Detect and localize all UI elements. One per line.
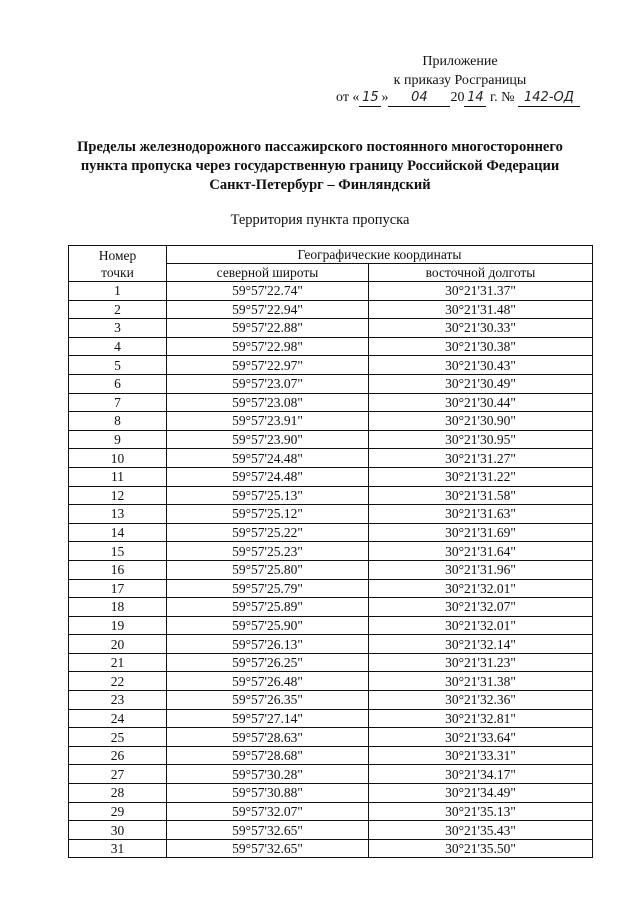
longitude-cell: 30°21'35.43"	[369, 821, 593, 840]
longitude-cell: 30°21'34.49"	[369, 784, 593, 803]
longitude-cell: 30°21'32.01"	[369, 579, 593, 598]
latitude-cell: 59°57'26.35"	[167, 691, 369, 710]
longitude-cell: 30°21'30.38"	[369, 337, 593, 356]
longitude-cell: 30°21'35.13"	[369, 802, 593, 821]
point-number-cell: 18	[69, 598, 167, 617]
table-row	[69, 821, 593, 840]
latitude-cell: 59°57'24.48"	[167, 449, 369, 468]
table-row	[69, 672, 593, 691]
point-number-cell: 14	[69, 523, 167, 542]
point-number-cell: 25	[69, 728, 167, 747]
order-reference: к приказу Росграницы	[393, 73, 527, 88]
latitude-cell: 59°57'28.68"	[167, 746, 369, 765]
latitude-cell: 59°57'22.98"	[167, 337, 369, 356]
latitude-cell: 59°57'25.22"	[167, 523, 369, 542]
number-sign: №	[501, 90, 515, 105]
table-row	[69, 560, 593, 579]
point-number-cell: 4	[69, 337, 167, 356]
latitude-cell: 59°57'26.13"	[167, 635, 369, 654]
latitude-cell: 59°57'26.25"	[167, 653, 369, 672]
latitude-cell: 59°57'22.88"	[167, 319, 369, 338]
table-row	[69, 356, 593, 375]
latitude-cell: 59°57'22.97"	[167, 356, 369, 375]
longitude-cell: 30°21'32.01"	[369, 616, 593, 635]
table-row	[69, 579, 593, 598]
order-number: 142-ОД	[518, 90, 580, 107]
longitude-cell: 30°21'30.95"	[369, 430, 593, 449]
point-number-cell: 6	[69, 374, 167, 393]
point-number-cell: 12	[69, 486, 167, 505]
longitude-cell: 30°21'31.58"	[369, 486, 593, 505]
longitude-cell: 30°21'30.44"	[369, 393, 593, 412]
latitude-cell: 59°57'25.13"	[167, 486, 369, 505]
point-number-cell: 5	[69, 356, 167, 375]
longitude-cell: 30°21'31.37"	[369, 282, 593, 301]
latitude-cell: 59°57'32.65"	[167, 821, 369, 840]
title-line-2: пункта пропуска через государственную границу Российской Федерации	[80, 158, 560, 174]
longitude-cell: 30°21'30.49"	[369, 374, 593, 393]
table-row	[69, 505, 593, 524]
table-row	[69, 374, 593, 393]
point-number-cell: 3	[69, 319, 167, 338]
latitude-cell: 59°57'30.28"	[167, 765, 369, 784]
table-row	[69, 486, 593, 505]
table-row	[69, 542, 593, 561]
longitude-cell: 30°21'32.07"	[369, 598, 593, 617]
latitude-cell: 59°57'30.88"	[167, 784, 369, 803]
latitude-cell: 59°57'22.74"	[167, 282, 369, 301]
point-number-cell: 21	[69, 653, 167, 672]
longitude-cell: 30°21'31.27"	[369, 449, 593, 468]
latitude-cell: 59°57'25.89"	[167, 598, 369, 617]
latitude-cell: 59°57'32.65"	[167, 839, 369, 858]
longitude-cell: 30°21'31.23"	[369, 653, 593, 672]
latitude-cell: 59°57'23.08"	[167, 393, 369, 412]
table-row	[69, 839, 593, 858]
table-row	[69, 467, 593, 486]
latitude-cell: 59°57'23.91"	[167, 412, 369, 431]
point-number-cell: 26	[69, 746, 167, 765]
longitude-cell: 30°21'30.33"	[369, 319, 593, 338]
coordinates-group-header: Географические координаты	[167, 246, 593, 264]
longitude-cell: 30°21'32.81"	[369, 709, 593, 728]
longitude-cell: 30°21'34.17"	[369, 765, 593, 784]
table-row	[69, 430, 593, 449]
point-number-cell: 30	[69, 821, 167, 840]
longitude-cell: 30°21'31.48"	[369, 300, 593, 319]
longitude-cell: 30°21'33.31"	[369, 746, 593, 765]
point-number-cell: 13	[69, 505, 167, 524]
longitude-cell: 30°21'30.90"	[369, 412, 593, 431]
table-row	[69, 319, 593, 338]
point-number-header	[69, 246, 167, 282]
table-row	[69, 635, 593, 654]
longitude-cell: 30°21'35.50"	[369, 839, 593, 858]
year-abbrev: г.	[489, 90, 498, 105]
table-row	[69, 784, 593, 803]
date-prefix: от «	[336, 90, 360, 105]
longitude-cell: 30°21'31.63"	[369, 505, 593, 524]
longitude-cell: 30°21'31.22"	[369, 467, 593, 486]
point-number-cell: 20	[69, 635, 167, 654]
table-row	[69, 746, 593, 765]
table-row	[69, 300, 593, 319]
latitude-cell: 59°57'25.12"	[167, 505, 369, 524]
table-row	[69, 691, 593, 710]
latitude-cell: 59°57'22.94"	[167, 300, 369, 319]
point-number-cell: 22	[69, 672, 167, 691]
order-day: 15	[359, 90, 381, 107]
point-number-cell: 9	[69, 430, 167, 449]
point-number-cell: 19	[69, 616, 167, 635]
latitude-cell: 59°57'25.23"	[167, 542, 369, 561]
title-line-1: Пределы железнодорожного пассажирского постоянного многостороннего	[77, 139, 563, 155]
table-row	[69, 765, 593, 784]
table-row	[69, 449, 593, 468]
point-number-cell: 2	[69, 300, 167, 319]
point-number-cell: 24	[69, 709, 167, 728]
longitude-cell: 30°21'32.36"	[369, 691, 593, 710]
table-row	[69, 709, 593, 728]
point-number-cell: 27	[69, 765, 167, 784]
longitude-cell: 30°21'31.64"	[369, 542, 593, 561]
table-row	[69, 412, 593, 431]
coordinates-table	[68, 245, 593, 858]
latitude-cell: 59°57'26.48"	[167, 672, 369, 691]
point-number-cell: 23	[69, 691, 167, 710]
latitude-cell: 59°57'32.07"	[167, 802, 369, 821]
latitude-cell: 59°57'25.79"	[167, 579, 369, 598]
point-number-cell: 11	[69, 467, 167, 486]
longitude-cell: 30°21'32.14"	[369, 635, 593, 654]
latitude-cell: 59°57'23.07"	[167, 374, 369, 393]
point-number-cell: 29	[69, 802, 167, 821]
table-row	[69, 337, 593, 356]
table-row	[69, 728, 593, 747]
point-number-cell: 10	[69, 449, 167, 468]
year-prefix: 20	[450, 90, 465, 105]
latitude-header: северной широты	[167, 264, 369, 282]
table-row	[69, 282, 593, 301]
document-title	[40, 138, 600, 195]
longitude-cell: 30°21'31.38"	[369, 672, 593, 691]
point-number-cell: 31	[69, 839, 167, 858]
title-line-3: Санкт-Петербург – Финляндский	[209, 177, 431, 193]
point-number-cell: 1	[69, 282, 167, 301]
latitude-cell: 59°57'23.90"	[167, 430, 369, 449]
point-number-header-line2: точки	[101, 264, 134, 280]
table-row	[69, 616, 593, 635]
point-number-header-line1: Номер	[98, 247, 137, 263]
appendix-label: Приложение	[422, 54, 498, 69]
longitude-cell: 30°21'31.69"	[369, 523, 593, 542]
date-quote-close: »	[381, 90, 389, 105]
table-row	[69, 523, 593, 542]
latitude-cell: 59°57'28.63"	[167, 728, 369, 747]
order-date-number-line	[336, 88, 580, 107]
document-subtitle: Территория пункта пропуска	[230, 212, 410, 228]
table-row	[69, 393, 593, 412]
table-row	[69, 802, 593, 821]
point-number-cell: 7	[69, 393, 167, 412]
table-row	[69, 598, 593, 617]
latitude-cell: 59°57'25.80"	[167, 560, 369, 579]
point-number-cell: 28	[69, 784, 167, 803]
point-number-cell: 15	[69, 542, 167, 561]
longitude-header: восточной долготы	[369, 264, 593, 282]
point-number-cell: 17	[69, 579, 167, 598]
order-year-suffix: 14	[464, 90, 486, 107]
latitude-cell: 59°57'27.14"	[167, 709, 369, 728]
point-number-cell: 16	[69, 560, 167, 579]
order-month: 04	[388, 90, 450, 107]
appendix-header	[300, 52, 620, 90]
longitude-cell: 30°21'31.96"	[369, 560, 593, 579]
point-number-cell: 8	[69, 412, 167, 431]
longitude-cell: 30°21'33.64"	[369, 728, 593, 747]
latitude-cell: 59°57'24.48"	[167, 467, 369, 486]
longitude-cell: 30°21'30.43"	[369, 356, 593, 375]
table-row	[69, 653, 593, 672]
latitude-cell: 59°57'25.90"	[167, 616, 369, 635]
